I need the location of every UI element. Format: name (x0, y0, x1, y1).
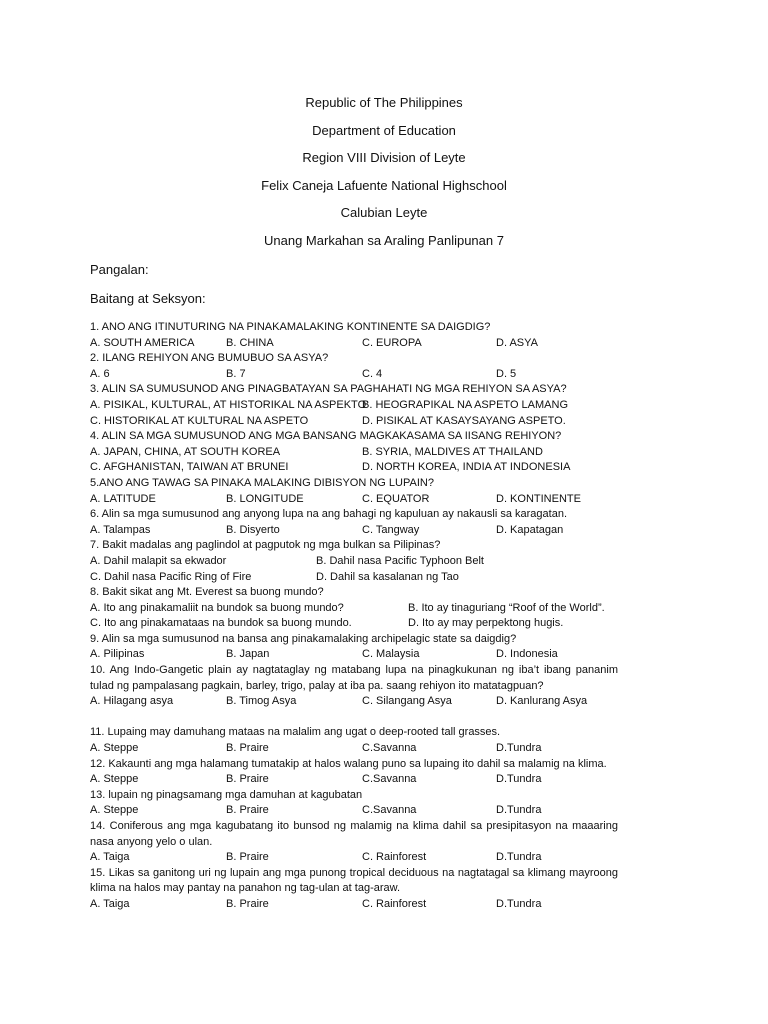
option-d: D.Tundra (496, 742, 542, 755)
options-row (90, 398, 618, 414)
option-b: B. Japan (226, 648, 270, 661)
option-c: C. Malaysia (362, 648, 420, 661)
option-c: C. Rainforest (362, 897, 427, 910)
question-text: 8. Bakit sikat ang Mt. Everest sa buong mundo? (90, 586, 324, 599)
header-exam-title: Unang Markahan sa Araling Panlipunan 7 (264, 232, 504, 248)
option-c: C. Tangway (362, 523, 420, 536)
question-8 (90, 585, 618, 632)
option-a: A. 6 (90, 367, 110, 380)
options-row (90, 897, 618, 913)
options-row (90, 694, 618, 710)
option-b: B. Timog Asya (226, 695, 297, 708)
option-a: A. Ito ang pinakamaliit na bundok sa buong mundo? (90, 601, 344, 614)
question-text: 6. Alin sa mga sumusunod ang anyong lupa na ang bahagi ng kapuluan ay nakausli sa karagatan. (90, 508, 568, 521)
options-row (90, 367, 618, 383)
options-row (90, 772, 618, 788)
option-a: A. Talampas (90, 523, 151, 536)
options-row (90, 460, 618, 476)
option-d: D. Indonesia (496, 648, 558, 661)
question-13 (90, 788, 618, 819)
option-c: C.Savanna (362, 804, 417, 817)
option-a: A. Steppe (90, 804, 139, 817)
question-text: 13. lupain ng pinagsamang mga damuhan at kagubatan (90, 788, 363, 801)
option-c: C. Ito ang pinakamataas na bundok sa buong mundo. (90, 617, 352, 630)
option-c: C. Rainforest (362, 851, 427, 864)
option-d: D. Kapatagan (496, 523, 564, 536)
blank-line (90, 710, 618, 726)
option-b: B. Praire (226, 897, 269, 910)
option-c: C. EUROPA (362, 336, 422, 349)
question-6 (90, 507, 618, 538)
option-c: C. Dahil nasa Pacific Ring of Fire (90, 570, 252, 583)
option-b: B. Praire (226, 804, 269, 817)
questions-list (90, 320, 618, 913)
option-d: D. Ito ay may perpektong hugis. (408, 617, 564, 630)
header-region: Region VIII Division of Leyte (302, 150, 466, 166)
option-c: C.Savanna (362, 773, 417, 786)
options-row (90, 570, 618, 586)
document-header (0, 92, 768, 258)
option-d: D. Dahil sa kasalanan ng Tao (316, 570, 459, 583)
question-text: 5.ANO ANG TAWAG SA PINAKA MALAKING DIBISYON NG LUPAIN? (90, 476, 434, 489)
option-a: A. JAPAN, CHINA, AT SOUTH KOREA (90, 445, 281, 458)
option-d: D.Tundra (496, 897, 542, 910)
option-b: B. Disyerto (226, 523, 280, 536)
option-b: B. CHINA (226, 336, 274, 349)
option-b: B. Praire (226, 773, 269, 786)
option-a: A. PISIKAL, KULTURAL, AT HISTORIKAL NA ASPEKTO (90, 398, 367, 411)
options-row (90, 523, 618, 539)
option-c: C. HISTORIKAL AT KULTURAL NA ASPETO (90, 414, 309, 427)
header-department: Department of Education (312, 122, 456, 138)
option-c: C. AFGHANISTAN, TAIWAN AT BRUNEI (90, 461, 289, 474)
option-b: B. Praire (226, 851, 269, 864)
question-text: 11. Lupaing may damuhang mataas na malalim ang ugat o deep-rooted tall grasses. (90, 726, 501, 739)
question-text: 14. Coniferous ang mga kagubatang ito bunsod ng malamig na klima dahil sa presipitasyon na maaaring nasa anyong yelo o ulan. (90, 820, 618, 848)
question-text: 10. Ang Indo-Gangetic plain ay nagtataglay ng matabang lupa na pinagkukunan ng iba’t ibang pananim tulad ng pampalasang pagkain, barley, trigo, palay at iba pa. saang rehiyon ito matatagpuan? (90, 664, 618, 692)
question-3 (90, 382, 618, 429)
question-text: 1. ANO ANG ITINUTURING NA PINAKAMALAKING KONTINENTE SA DAIGDIG? (90, 321, 491, 333)
header-location: Calubian Leyte (340, 205, 428, 221)
options-row (90, 647, 618, 663)
options-row (90, 336, 618, 352)
question-15 (90, 866, 618, 913)
option-d: D.Tundra (496, 773, 542, 786)
question-text: 3. ALIN SA SUMUSUNOD ANG PINAGBATAYAN SA PAGHAHATI NG MGA REHIYON SA ASYA? (90, 383, 567, 396)
options-row (90, 741, 618, 757)
option-c: C. EQUATOR (362, 492, 430, 505)
question-10 (90, 663, 618, 710)
question-1 (90, 320, 618, 351)
question-11 (90, 725, 618, 756)
option-d: D. PISIKAL AT KASAYSAYANG ASPETO. (362, 414, 566, 427)
option-b: B. 7 (226, 367, 246, 380)
question-2 (90, 351, 618, 382)
options-row (90, 445, 618, 461)
question-text: 7. Bakit madalas ang paglindol at pagputok ng mga bulkan sa Pilipinas? (90, 539, 441, 552)
question-text: 12. Kakaunti ang mga halamang tumatakip at halos walang puno sa lupaing ito dahil sa malamig na klima. (90, 757, 607, 770)
option-a: A. Taiga (90, 897, 130, 910)
options-row (90, 803, 618, 819)
option-b: B. Dahil nasa Pacific Typhoon Belt (316, 554, 484, 567)
question-12 (90, 757, 618, 788)
section-field-label: Baitang at Seksyon: (90, 291, 206, 306)
question-7 (90, 538, 618, 585)
option-a: A. LATITUDE (90, 492, 156, 505)
options-row (90, 616, 618, 632)
question-text: 15. Likas sa ganitong uri ng lupain ang mga punong tropical deciduous na nagtatagal sa klimang mayroong klima na halos may pantay na panahon ng tag-ulan at tag-araw. (90, 866, 618, 895)
name-field-label: Pangalan: (90, 262, 149, 277)
option-b: B. Ito ay tinaguriang “Roof of the World”. (408, 601, 605, 614)
option-d: D. 5 (496, 367, 517, 380)
header-republic: Republic of The Philippines (305, 95, 463, 110)
option-d: D. ASYA (496, 336, 538, 349)
option-b: B. LONGITUDE (226, 492, 304, 505)
option-a: A. Pilipinas (90, 648, 145, 661)
option-a: A. Hilagang asya (90, 695, 174, 708)
question-text: 4. ALIN SA MGA SUMUSUNOD ANG MGA BANSANG MAGKAKASAMA SA IISANG REHIYON? (90, 430, 562, 443)
option-d: D.Tundra (496, 851, 542, 864)
question-9 (90, 632, 618, 663)
option-a: A. Steppe (90, 742, 139, 755)
option-b: B. Praire (226, 742, 269, 755)
option-c: C. 4 (362, 367, 383, 380)
option-a: A. Dahil malapit sa ekwador (90, 554, 227, 567)
options-row (90, 601, 618, 617)
option-d: D. NORTH KOREA, INDIA AT INDONESIA (362, 461, 571, 474)
header-school: Felix Caneja Lafuente National Highschool (261, 177, 507, 193)
option-d: D.Tundra (496, 804, 542, 817)
option-c: C.Savanna (362, 742, 417, 755)
option-a: A. Steppe (90, 773, 139, 786)
question-text: 9. Alin sa mga sumusunod na bansa ang pinakamalaking archipelagic state sa daigdig? (90, 632, 517, 645)
question-4 (90, 429, 618, 476)
options-row (90, 850, 618, 866)
option-a: A. SOUTH AMERICA (90, 336, 195, 349)
option-b: B. SYRIA, MALDIVES AT THAILAND (362, 445, 543, 458)
question-5 (90, 476, 618, 507)
options-row (90, 554, 618, 570)
options-row (90, 492, 618, 508)
option-b: B. HEOGRAPIKAL NA ASPETO LAMANG (362, 398, 569, 411)
option-d: D. Kanlurang Asya (496, 695, 588, 708)
option-a: A. Taiga (90, 851, 130, 864)
options-row (90, 414, 618, 430)
question-14 (90, 819, 618, 866)
question-text: 2. ILANG REHIYON ANG BUMUBUO SA ASYA? (90, 352, 329, 365)
option-d: D. KONTINENTE (496, 492, 581, 505)
option-c: C. Silangang Asya (362, 695, 452, 708)
